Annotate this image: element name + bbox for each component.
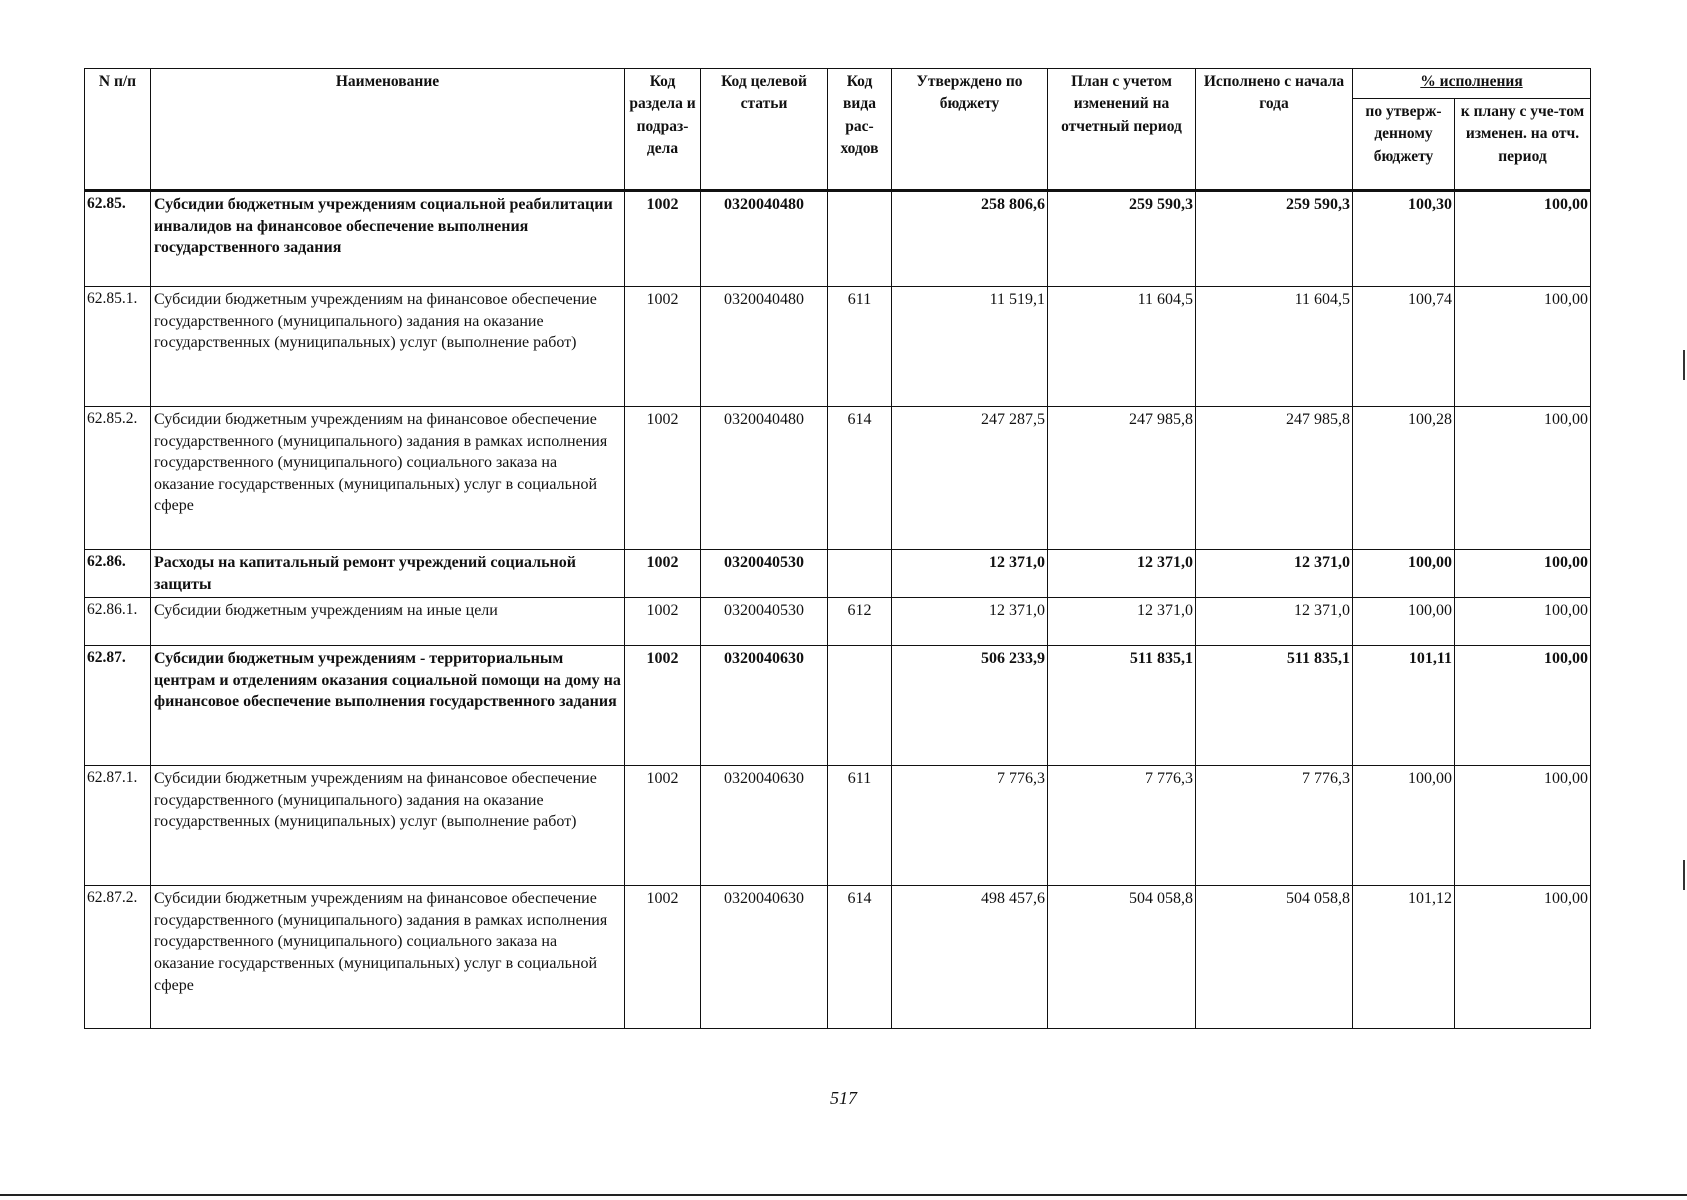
row-name: Субсидии бюджетным учреждениям на финансовое обеспечение государственного (муниципального) задания на оказание государственных (муниципальных) услуг (выполнение работ) bbox=[151, 766, 625, 886]
row-percent-plan: 100,00 bbox=[1455, 766, 1591, 886]
row-percent-plan: 100,00 bbox=[1455, 598, 1591, 646]
row-expense-type-code: 611 bbox=[828, 287, 892, 407]
row-plan: 511 835,1 bbox=[1048, 646, 1196, 766]
row-percent-budget: 100,00 bbox=[1353, 550, 1455, 598]
row-num: 62.86. bbox=[85, 550, 151, 598]
row-plan: 12 371,0 bbox=[1048, 598, 1196, 646]
row-section-code: 1002 bbox=[625, 287, 701, 407]
budget-execution-table bbox=[84, 68, 1591, 1029]
row-executed: 247 985,8 bbox=[1196, 407, 1353, 550]
row-section-code: 1002 bbox=[625, 191, 701, 287]
row-executed: 259 590,3 bbox=[1196, 191, 1353, 287]
row-expense-type-code: 611 bbox=[828, 766, 892, 886]
row-percent-budget: 100,74 bbox=[1353, 287, 1455, 407]
row-num: 62.87. bbox=[85, 646, 151, 766]
row-expense-type-code: 612 bbox=[828, 598, 892, 646]
row-percent-budget: 100,30 bbox=[1353, 191, 1455, 287]
row-plan: 259 590,3 bbox=[1048, 191, 1196, 287]
row-name: Субсидии бюджетным учреждениям на финансовое обеспечение государственного (муниципального) задания в рамках исполнения государственного (муниципального) социального заказа на оказание государственных (муниципальных) услуг в социальной сфере bbox=[151, 886, 625, 1029]
row-plan: 7 776,3 bbox=[1048, 766, 1196, 886]
row-plan: 504 058,8 bbox=[1048, 886, 1196, 1029]
table-row bbox=[85, 766, 1591, 886]
row-num: 62.85. bbox=[85, 191, 151, 287]
row-percent-budget: 101,11 bbox=[1353, 646, 1455, 766]
row-executed: 511 835,1 bbox=[1196, 646, 1353, 766]
header-executed: Исполнено с начала года bbox=[1196, 69, 1353, 191]
table-row bbox=[85, 550, 1591, 598]
page-number: 517 bbox=[830, 1088, 857, 1108]
table-row bbox=[85, 598, 1591, 646]
row-num: 62.85.1. bbox=[85, 287, 151, 407]
table-row bbox=[85, 646, 1591, 766]
row-executed: 12 371,0 bbox=[1196, 550, 1353, 598]
header-num: N п/п bbox=[85, 69, 151, 191]
row-percent-plan: 100,00 bbox=[1455, 646, 1591, 766]
table-row bbox=[85, 886, 1591, 1029]
row-percent-plan: 100,00 bbox=[1455, 287, 1591, 407]
row-num: 62.87.2. bbox=[85, 886, 151, 1029]
row-target-code: 0320040530 bbox=[701, 550, 828, 598]
row-target-code: 0320040630 bbox=[701, 886, 828, 1029]
row-section-code: 1002 bbox=[625, 646, 701, 766]
row-approved: 247 287,5 bbox=[892, 407, 1048, 550]
row-expense-type-code bbox=[828, 550, 892, 598]
row-percent-plan: 100,00 bbox=[1455, 407, 1591, 550]
table-row bbox=[85, 407, 1591, 550]
row-num: 62.87.1. bbox=[85, 766, 151, 886]
row-percent-plan: 100,00 bbox=[1455, 886, 1591, 1029]
row-target-code: 0320040630 bbox=[701, 766, 828, 886]
header-target-code: Код целевой статьи bbox=[701, 69, 828, 191]
row-executed: 7 776,3 bbox=[1196, 766, 1353, 886]
row-executed: 12 371,0 bbox=[1196, 598, 1353, 646]
scan-edge-mark bbox=[1683, 350, 1685, 380]
row-plan: 11 604,5 bbox=[1048, 287, 1196, 407]
row-name: Субсидии бюджетным учреждениям на финансовое обеспечение государственного (муниципального) задания в рамках исполнения государственного (муниципального) социального заказа на оказание государственных (муниципальных) услуг в социальной сфере bbox=[151, 407, 625, 550]
header-section-code: Код раздела и подраз-дела bbox=[625, 69, 701, 191]
table-row bbox=[85, 191, 1591, 287]
row-expense-type-code bbox=[828, 191, 892, 287]
row-approved: 7 776,3 bbox=[892, 766, 1048, 886]
row-target-code: 0320040480 bbox=[701, 287, 828, 407]
header-name: Наименование bbox=[151, 69, 625, 191]
row-percent-budget: 100,00 bbox=[1353, 766, 1455, 886]
row-num: 62.86.1. bbox=[85, 598, 151, 646]
row-approved: 506 233,9 bbox=[892, 646, 1048, 766]
header-percent-plan: к плану с уче-том изменен. на отч. период bbox=[1455, 99, 1591, 191]
row-section-code: 1002 bbox=[625, 886, 701, 1029]
row-approved: 498 457,6 bbox=[892, 886, 1048, 1029]
header-percent-group: % исполнения bbox=[1353, 69, 1591, 99]
row-name: Субсидии бюджетным учреждениям социальной реабилитации инвалидов на финансовое обеспечение выполнения государственного задания bbox=[151, 191, 625, 287]
table-row bbox=[85, 287, 1591, 407]
row-name: Расходы на капитальный ремонт учреждений социальной защиты bbox=[151, 550, 625, 598]
row-executed: 504 058,8 bbox=[1196, 886, 1353, 1029]
row-approved: 12 371,0 bbox=[892, 598, 1048, 646]
row-expense-type-code bbox=[828, 646, 892, 766]
row-target-code: 0320040630 bbox=[701, 646, 828, 766]
row-target-code: 0320040480 bbox=[701, 407, 828, 550]
row-expense-type-code: 614 bbox=[828, 886, 892, 1029]
row-num: 62.85.2. bbox=[85, 407, 151, 550]
header-expense-type-code: Код вида рас-ходов bbox=[828, 69, 892, 191]
row-percent-budget: 100,28 bbox=[1353, 407, 1455, 550]
row-expense-type-code: 614 bbox=[828, 407, 892, 550]
row-section-code: 1002 bbox=[625, 598, 701, 646]
row-target-code: 0320040480 bbox=[701, 191, 828, 287]
row-target-code: 0320040530 bbox=[701, 598, 828, 646]
row-executed: 11 604,5 bbox=[1196, 287, 1353, 407]
header-plan: План с учетом изменений на отчетный период bbox=[1048, 69, 1196, 191]
row-name: Субсидии бюджетным учреждениям на финансовое обеспечение государственного (муниципального) задания на оказание государственных (муниципальных) услуг (выполнение работ) bbox=[151, 287, 625, 407]
row-percent-plan: 100,00 bbox=[1455, 191, 1591, 287]
row-name: Субсидии бюджетным учреждениям - территориальным центрам и отделениям оказания социальной помощи на дому на финансовое обеспечение выполнения государственного задания bbox=[151, 646, 625, 766]
row-approved: 11 519,1 bbox=[892, 287, 1048, 407]
row-section-code: 1002 bbox=[625, 407, 701, 550]
page-bottom-rule bbox=[0, 1194, 1687, 1196]
row-plan: 247 985,8 bbox=[1048, 407, 1196, 550]
scan-edge-mark bbox=[1683, 860, 1685, 890]
row-percent-budget: 100,00 bbox=[1353, 598, 1455, 646]
row-approved: 258 806,6 bbox=[892, 191, 1048, 287]
row-plan: 12 371,0 bbox=[1048, 550, 1196, 598]
row-section-code: 1002 bbox=[625, 766, 701, 886]
row-percent-budget: 101,12 bbox=[1353, 886, 1455, 1029]
row-approved: 12 371,0 bbox=[892, 550, 1048, 598]
header-percent-budget: по утверж-денному бюджету bbox=[1353, 99, 1455, 191]
row-section-code: 1002 bbox=[625, 550, 701, 598]
row-percent-plan: 100,00 bbox=[1455, 550, 1591, 598]
header-approved: Утверждено по бюджету bbox=[892, 69, 1048, 191]
row-name: Субсидии бюджетным учреждениям на иные цели bbox=[151, 598, 625, 646]
